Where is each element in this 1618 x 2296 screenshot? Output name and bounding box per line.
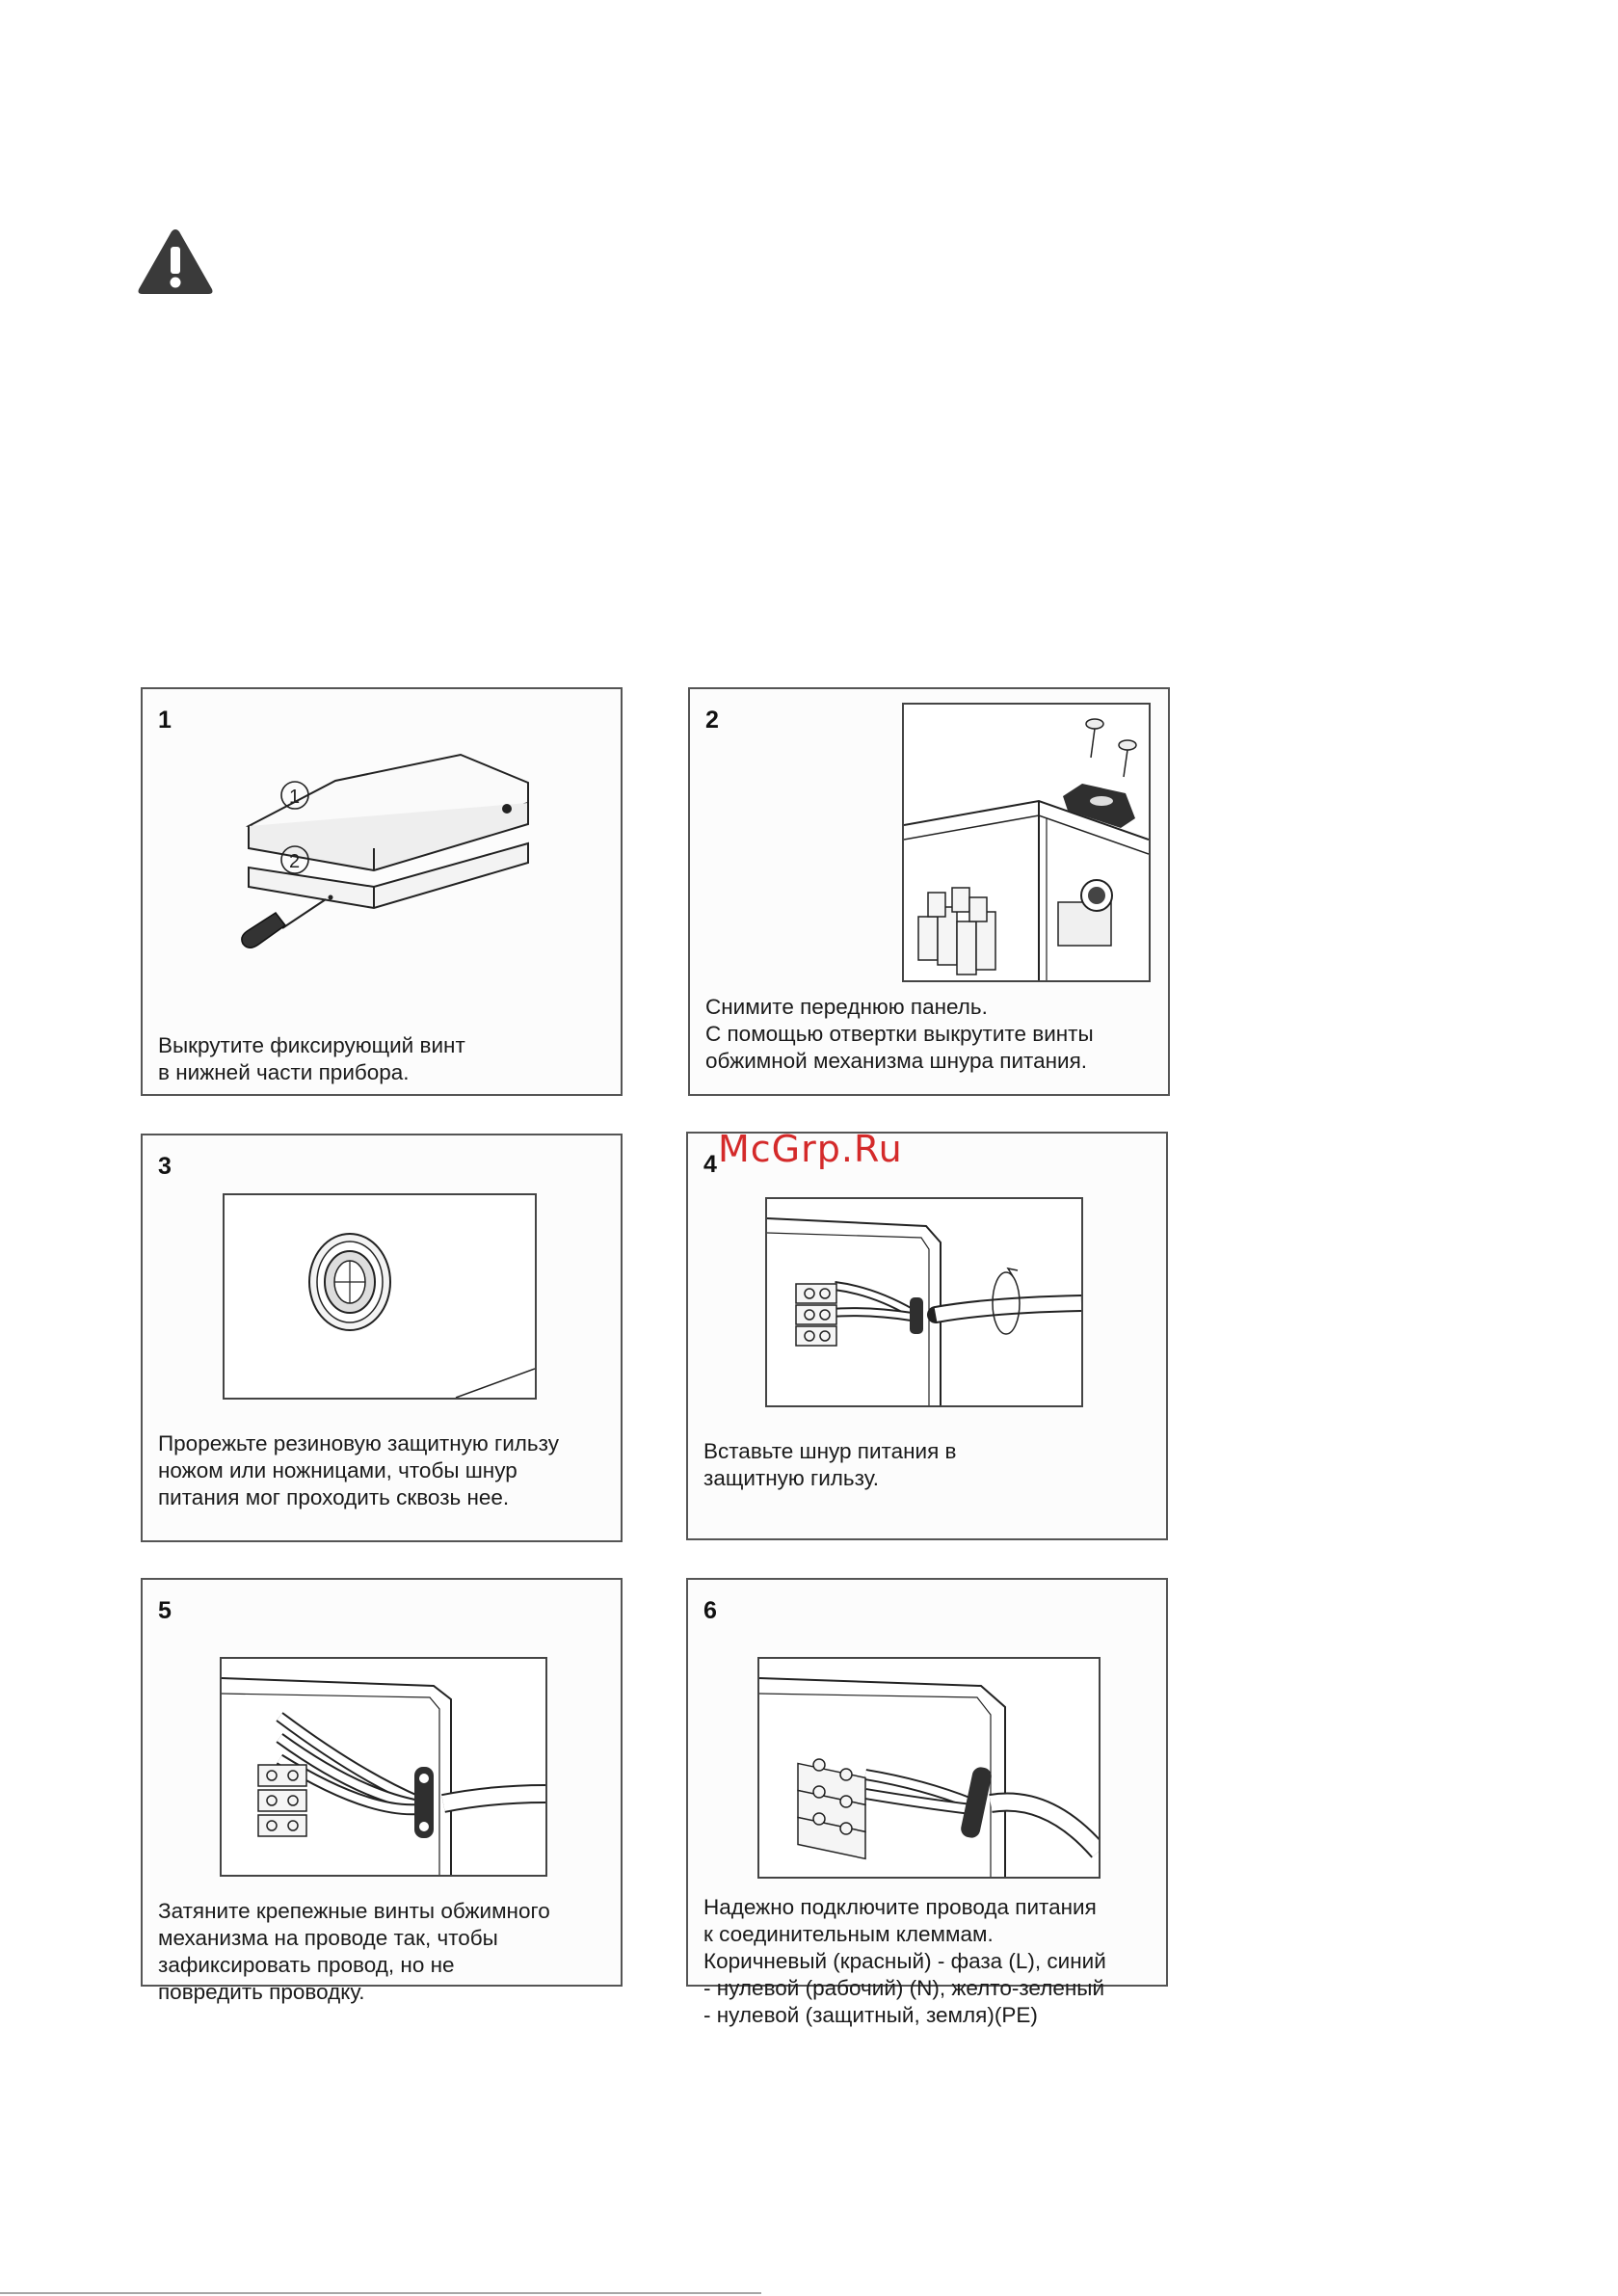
site-watermark: McGrp.Ru <box>718 1128 903 1170</box>
step-caption: Прорежьте резиновую защитную гильзу ножом или ножницами, чтобы шнур питания мог проходить сквозь нее. <box>158 1431 559 1509</box>
step-number: 5 <box>158 1597 172 1624</box>
step-caption: Снимите переднюю панель. С помощью отвертки выкрутите винты обжимной механизма шнура питания. <box>705 995 1094 1073</box>
rubber-grommet-illustration <box>223 1193 537 1400</box>
tighten-clamp-illustration <box>220 1657 547 1877</box>
insert-cord-illustration <box>765 1197 1083 1407</box>
step-caption: Затяните крепежные винты обжимного механизма на проводе так, чтобы зафиксировать провод, но не повредить проводку. <box>158 1899 550 2004</box>
step-3-panel <box>141 1134 623 1542</box>
step-1-panel <box>141 687 623 1096</box>
warning-triangle-icon <box>135 226 216 297</box>
step-number: 3 <box>158 1153 172 1180</box>
step-5-panel <box>141 1578 623 2004</box>
step-number: 2 <box>705 707 719 734</box>
step-caption: Вставьте шнур питания в защитную гильзу. <box>703 1439 957 1490</box>
step-number: 4 <box>703 1151 717 1178</box>
step-number: 1 <box>158 707 172 734</box>
device-unscrew-illustration <box>229 728 547 959</box>
clamp-screws-illustration <box>902 703 1151 982</box>
step-6-panel <box>686 1578 1168 2027</box>
step-number: 6 <box>703 1597 717 1624</box>
callout-1: 1 <box>289 787 301 808</box>
callout-2: 2 <box>289 851 301 872</box>
step-2-panel <box>688 687 1170 1096</box>
step-caption: Надежно подключите провода питания к соединительным клеммам. Коричневый (красный) - фаза (L), синий - нулевой (рабочий) (N), желто-зеленый - нулевой (защитный, земля)(PE) <box>703 1895 1106 2027</box>
connect-wires-illustration <box>757 1657 1101 1879</box>
step-caption: Выкрутите фиксирующий винт в нижней части прибора. <box>158 1033 465 1084</box>
step-4-panel <box>686 1132 1168 1540</box>
